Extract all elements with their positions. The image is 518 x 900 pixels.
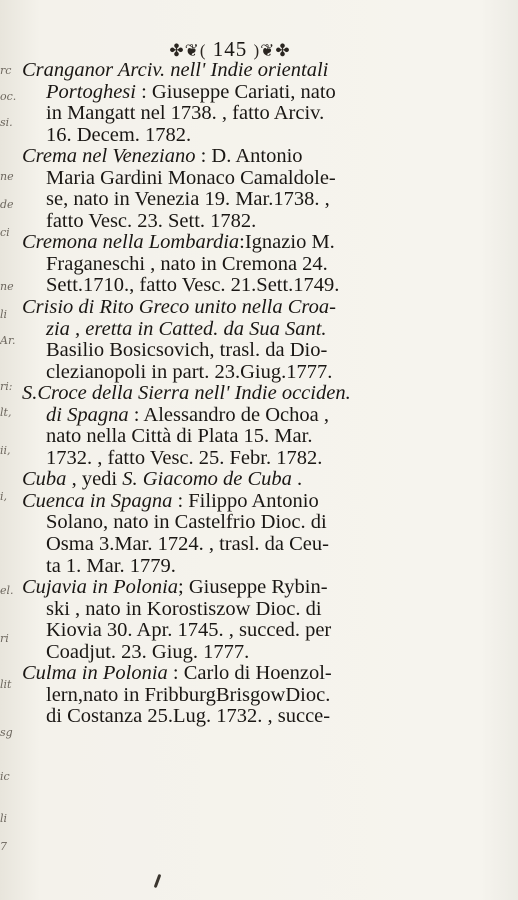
diocese-entry — [22, 60, 510, 146]
gutter-fragment: Ar. — [0, 334, 16, 347]
gutter-fragment: ri — [0, 632, 9, 645]
entry-line — [22, 448, 510, 470]
entry-text: : Alessandro de Ochoa , — [128, 403, 329, 426]
see-name: Cranganor Arciv. nell' Indie orientali — [22, 59, 329, 81]
entry-text: ; Giuseppe Rybin- — [178, 576, 328, 599]
entry-text: di Costanza 25.Lug. 1732. , succe- — [46, 705, 331, 728]
diocese-entry — [22, 232, 510, 297]
entry-line — [22, 211, 510, 233]
gutter-fragment: i, — [0, 490, 8, 503]
entry-line — [22, 512, 510, 534]
gutter-fragment: si. — [0, 116, 13, 129]
gutter-fragment: ne — [0, 170, 14, 183]
diocese-entry — [22, 491, 510, 577]
entry-heading-line — [22, 60, 510, 82]
entry-text: 16. Decem. 1782. — [46, 123, 192, 146]
entry-line — [22, 534, 510, 556]
gutter-fragment: ci — [0, 226, 10, 239]
entry-text: Osma 3.Mar. 1724. , trasl. da Ceu- — [46, 533, 329, 556]
diocese-entry — [22, 663, 510, 728]
entry-text: se, nato in Venezia 19. Mar.1738. , — [46, 188, 330, 211]
header-ornament-left: ✤❦( — [169, 41, 207, 60]
entry-line — [22, 426, 510, 448]
entry-line — [22, 706, 510, 728]
gutter-fragment: de — [0, 198, 14, 211]
entry-line — [22, 405, 510, 427]
entry-line — [22, 103, 510, 125]
facing-page-gutter — [0, 50, 17, 853]
entry-line — [22, 340, 510, 362]
gutter-fragment: el. — [0, 584, 14, 597]
entry-text: :Ignazio M. — [239, 231, 335, 254]
entry-heading-line — [22, 232, 510, 254]
entry-text: Sett.1710., fatto Vesc. 21.Sett.1749. — [46, 274, 340, 297]
entry-text: lern,nato in FribburgBrisgowDioc. — [46, 683, 331, 706]
entry-text: Kiovia 30. Apr. 1745. , succed. per — [46, 619, 332, 642]
gutter-fragment: oc. — [0, 90, 17, 103]
entry-text: : Giuseppe Cariati, nato — [135, 80, 336, 103]
gutter-fragment: ne — [0, 280, 14, 293]
entry-line — [22, 642, 510, 664]
entry-text: Maria Gardini Monaco Camaldole- — [46, 166, 336, 189]
see-name: zia , eretta in Catted. da Sua Sant. — [46, 317, 327, 340]
see-name: Cujavia in Polonia — [22, 576, 179, 599]
entry-line — [22, 189, 510, 211]
ink-mark — [154, 874, 162, 888]
entry-text: Fraganeschi , nato in Cremona 24. — [46, 252, 328, 275]
entry-text: Coadjut. 23. Giug. 1777. — [46, 640, 250, 663]
gutter-fragment: ic — [0, 770, 10, 783]
entry-text: in Mangatt nel 1738. , fatto Arciv. — [46, 102, 325, 125]
gutter-fragment: lit — [0, 678, 12, 691]
see-name: Culma in Polonia — [22, 662, 168, 685]
see-name: Cremona nella Lombardia — [22, 231, 240, 254]
entry-line — [22, 168, 510, 190]
entry-line — [22, 556, 510, 578]
entry-line — [22, 275, 510, 297]
entry-heading-line — [22, 297, 510, 319]
entry-text: , yedi — [66, 468, 123, 491]
see-name: Crema nel Veneziano — [22, 145, 196, 168]
gutter-fragment: li — [0, 308, 8, 321]
entry-heading-line — [22, 491, 510, 513]
page-number: 145 — [212, 37, 248, 61]
diocese-entry — [22, 469, 510, 491]
entry-line — [22, 620, 510, 642]
entry-line — [22, 319, 510, 341]
see-name: Cuenca in Spagna — [22, 489, 173, 512]
gutter-fragment: rc — [0, 64, 12, 77]
diocese-entry — [22, 297, 510, 383]
entry-text: nato nella Città di Plata 15. Mar. — [46, 425, 313, 448]
gutter-fragment: sg — [0, 726, 13, 739]
entry-text: Solano, nato in Castelfrio Dioc. di — [46, 511, 327, 534]
entry-line — [22, 254, 510, 276]
entry-line — [22, 82, 510, 104]
entry-text: : Filippo Antonio — [172, 489, 319, 512]
see-name: Cuba — [22, 468, 67, 491]
see-name: Crisio di Rito Greco unito nella Croa- — [22, 296, 336, 319]
see-name: di Spagna — [46, 403, 129, 426]
entry-heading-line — [22, 577, 510, 599]
entry-line — [22, 125, 510, 147]
gutter-fragment: lt, — [0, 406, 12, 419]
diocese-entry — [22, 146, 510, 232]
entry-line — [22, 685, 510, 707]
header-ornament-right: )❦✤ — [253, 41, 291, 60]
entry-text: clezianopoli in part. 23.Giug.1777. — [46, 360, 333, 383]
entry-text: ta 1. Mar. 1779. — [46, 554, 176, 577]
entry-line — [22, 362, 510, 384]
entry-text: : Carlo di Hoenzol- — [167, 662, 332, 685]
entry-heading-line — [22, 469, 510, 491]
see-name: Portoghesi — [46, 80, 136, 103]
diocese-entries — [22, 60, 510, 728]
see-name: S.Croce della Sierra nell' Indie occiden. — [22, 382, 351, 405]
entry-text: Basilio Bosicsovich, trasl. da Dio- — [46, 339, 328, 362]
entry-text: ski , nato in Korostiszow Dioc. di — [46, 597, 322, 620]
entry-text: 1732. , fatto Vesc. 25. Febr. 1782. — [46, 446, 323, 469]
gutter-fragment: ri: — [0, 380, 13, 393]
see-name: S. Giacomo de Cuba — [122, 468, 292, 491]
gutter-fragment: ii, — [0, 444, 11, 457]
entry-heading-line — [22, 383, 510, 405]
entry-text: . — [291, 468, 303, 491]
gutter-fragment: li — [0, 812, 8, 825]
gutter-fragment: 7 — [0, 840, 7, 853]
diocese-entry — [22, 383, 510, 469]
entry-line — [22, 599, 510, 621]
entry-text: : D. Antonio — [195, 145, 303, 168]
entry-heading-line — [22, 146, 510, 168]
entry-text: fatto Vesc. 23. Sett. 1782. — [46, 209, 257, 232]
diocese-entry — [22, 577, 510, 663]
entry-heading-line — [22, 663, 510, 685]
